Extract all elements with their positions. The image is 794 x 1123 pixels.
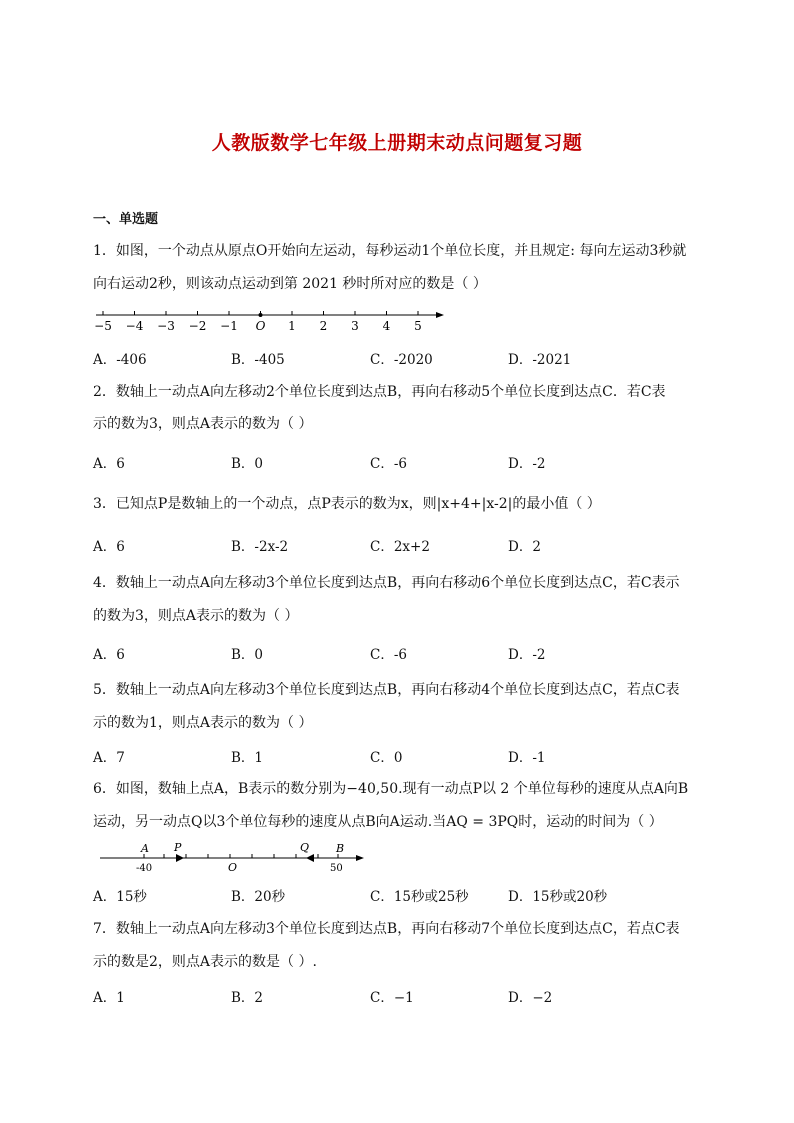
option-a[interactable]: A．6 (93, 647, 125, 663)
number-line-label: −5 (94, 319, 112, 333)
number-line-label: −2 (188, 319, 207, 333)
option-a[interactable]: A．-406 (93, 352, 147, 368)
segment-ab-figure (96, 840, 366, 874)
option-a[interactable]: A．15秒 (93, 889, 147, 905)
option-b[interactable]: B．0 (231, 456, 264, 472)
number-line-label: 4 (382, 319, 391, 333)
label-b: B (336, 842, 345, 855)
number-line-label: 2 (319, 319, 328, 333)
option-d[interactable]: D．-2021 (508, 352, 572, 368)
option-b[interactable]: B．-405 (231, 352, 285, 368)
option-b[interactable]: B．2 (231, 990, 264, 1006)
option-a[interactable]: A．6 (93, 539, 125, 555)
arrow-q-left (306, 854, 314, 862)
option-a[interactable]: A．1 (93, 990, 125, 1006)
option-b[interactable]: B．-2x-2 (231, 539, 289, 555)
question-4-line-2: 的数为3，则点A表示的数为（ ） (93, 608, 299, 624)
number-line-figure (90, 306, 450, 336)
question-2-line-1: 2．数轴上一动点A向左移动2个单位长度到达点B，再向右移动5个单位长度到达点C．若C表 (93, 384, 666, 400)
label-q: Q (300, 841, 310, 854)
option-d[interactable]: D．−2 (508, 990, 553, 1006)
question-6-line-2: 运动，另一动点Q以3个单位每秒的速度从点B向A运动.当AQ = 3PQ时，运动的时间为（ ） (93, 814, 663, 830)
label-o: O (228, 861, 238, 874)
question-1-line-1: 1．如图，一个动点从原点O开始向左运动，每秒运动1个单位长度，并且规定: 每向左运动3秒就 (93, 243, 687, 259)
option-c[interactable]: C．-6 (370, 647, 407, 663)
label-a-value: -40 (136, 863, 153, 874)
number-line-label: 1 (288, 319, 296, 333)
question-4-line-1: 4．数轴上一动点A向左移动3个单位长度到达点B，再向右移动6个单位长度到达点C，若C表示 (93, 575, 680, 591)
option-c[interactable]: C．-2020 (370, 352, 433, 368)
number-line-label: −4 (125, 319, 144, 333)
option-c[interactable]: C．15秒或25秒 (370, 889, 469, 905)
number-line-label: 3 (351, 319, 359, 333)
option-c[interactable]: C．2x+2 (370, 539, 430, 555)
option-b[interactable]: B．1 (231, 750, 264, 766)
number-line-label: O (255, 319, 266, 333)
question-2-line-2: 示的数为3，则点A表示的数为（ ） (93, 416, 313, 432)
option-c[interactable]: C．−1 (370, 990, 414, 1006)
option-d[interactable]: D．15秒或20秒 (508, 889, 608, 905)
option-d[interactable]: D．-2 (508, 647, 546, 663)
option-a[interactable]: A．7 (93, 750, 125, 766)
question-3-line-1: 3．已知点P是数轴上的一个动点，点P表示的数为x，则|x+4+|x-2|的最小值（ ） (93, 496, 601, 512)
option-c[interactable]: C．0 (370, 750, 403, 766)
option-d[interactable]: D．2 (508, 539, 541, 555)
document-title: 人教版数学七年级上册期末动点问题复习题 (211, 132, 583, 154)
label-p: P (174, 841, 182, 854)
question-1-line-2: 向右运动2秒，则该动点运动到第 2021 秒时所对应的数是（ ） (93, 276, 487, 292)
section-heading: 一、单选题 (93, 212, 159, 227)
option-b[interactable]: B．20秒 (231, 889, 286, 905)
question-6-line-1: 6．如图，数轴上点A，B表示的数分别为−40,50.现有一动点P以 2 个单位每秒的速度从点A向B (93, 781, 689, 797)
number-line-label: 5 (414, 319, 422, 333)
option-d[interactable]: D．-1 (508, 750, 546, 766)
question-5-line-1: 5．数轴上一动点A向左移动3个单位长度到达点B，再向右移动4个单位长度到达点C，若点C表 (93, 682, 680, 698)
number-line-label: −1 (220, 319, 238, 333)
label-a: A (141, 842, 149, 855)
question-7-line-1: 7．数轴上一动点A向左移动3个单位长度到达点B，再向右移动7个单位长度到达点C，若点C表 (93, 921, 680, 937)
option-a[interactable]: A．6 (93, 456, 125, 472)
option-c[interactable]: C．-6 (370, 456, 407, 472)
option-b[interactable]: B．0 (231, 647, 264, 663)
origin-dot (259, 313, 263, 317)
question-5-line-2: 示的数为1，则点A表示的数为（ ） (93, 715, 313, 731)
arrow-p-right (176, 854, 184, 862)
option-d[interactable]: D．-2 (508, 456, 546, 472)
label-b-value: 50 (330, 863, 343, 874)
number-line-label: −3 (157, 319, 175, 333)
question-7-line-2: 示的数是2，则点A表示的数是（ ）. (93, 954, 317, 970)
